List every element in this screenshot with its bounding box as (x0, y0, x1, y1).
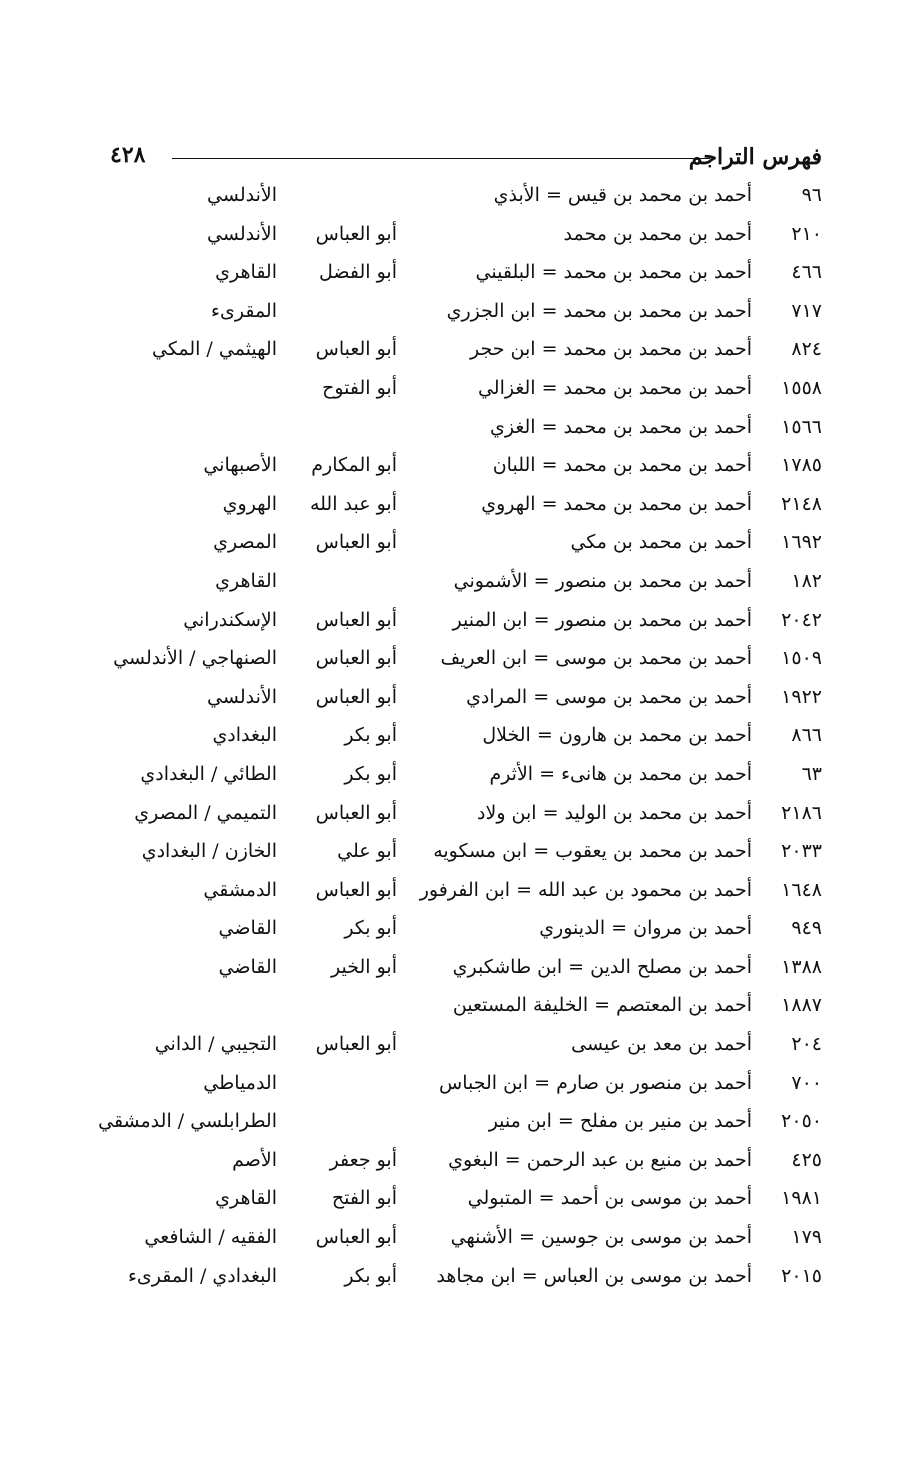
index-entry (100, 217, 822, 256)
index-entry (100, 1066, 822, 1105)
index-entry (100, 1259, 822, 1298)
header-rule (172, 158, 710, 159)
entry-number: ٢١٠ (791, 222, 822, 245)
entry-number: ٧٠٠ (791, 1071, 822, 1094)
entry-kunya: أبو العباس (315, 685, 397, 708)
entry-number: ٨٦٦ (791, 724, 822, 747)
index-entry (100, 1181, 822, 1220)
index-entry (100, 410, 822, 449)
entry-kunya: أبو بكر (344, 917, 397, 940)
entry-number: ١٧٨٥ (781, 454, 822, 477)
entry-number: ١٨٨٧ (781, 994, 822, 1017)
index-entry (100, 757, 822, 796)
entry-name: أحمد بن محمد بن موسى = المرادي (466, 685, 752, 708)
entry-name: أحمد بن محمد بن محمد = البلقيني (475, 261, 752, 284)
index-entry (100, 603, 822, 642)
index-entry (100, 680, 822, 719)
entry-number: ١٦٩٢ (781, 531, 822, 554)
entry-kunya: أبو عبد الله (309, 492, 397, 515)
index-entry (100, 1220, 822, 1259)
entry-nisba: الأندلسي (207, 184, 277, 206)
entry-nisba: الأندلسي (207, 685, 277, 708)
entry-number: ١٥٥٨ (781, 376, 822, 399)
entry-nisba: الدمشقي (203, 878, 277, 901)
entry-kunya: أبو العباس (315, 222, 397, 245)
entry-name: أحمد بن منصور بن صارم = ابن الجباس (439, 1071, 752, 1094)
entry-number: ٧١٧ (791, 299, 822, 322)
entry-name: أحمد بن موسى بن العباس = ابن مجاهد (436, 1264, 752, 1287)
index-entry (100, 796, 822, 835)
entry-name: أحمد بن محمد بن مكي (570, 531, 752, 554)
entry-nisba: البغدادي / المقرىء (128, 1264, 277, 1287)
index-entry (100, 448, 822, 487)
entry-name: أحمد بن محمود بن عبد الله = ابن الفرفور (419, 878, 752, 901)
index-entry (100, 911, 822, 950)
entry-name: أحمد بن محمد بن محمد = الغزالي (477, 376, 752, 399)
index-entry (100, 1027, 822, 1066)
entry-kunya: أبو جعفر (329, 1148, 397, 1171)
entry-kunya: أبو المكارم (311, 454, 397, 477)
entry-number: ١٧٩ (791, 1226, 822, 1249)
entry-name: أحمد بن المعتصم = الخليفة المستعين (452, 994, 752, 1017)
entry-number: ١٩٨١ (781, 1187, 822, 1210)
entry-nisba: القاضي (218, 955, 277, 978)
entry-kunya: أبو بكر (344, 1264, 397, 1287)
entry-number: ٢٠٣٣ (781, 840, 822, 863)
entry-kunya: أبو العباس (315, 1033, 397, 1056)
entry-name: أحمد بن محمد بن منصور = ابن المنير (452, 608, 752, 631)
entry-name: أحمد بن محمد بن هانىء = الأثرم (489, 762, 752, 785)
entry-kunya: أبو بكر (344, 724, 397, 747)
entry-nisba: المصري (213, 531, 277, 554)
entry-kunya: أبو العباس (315, 608, 397, 631)
entry-name: أحمد بن مصلح الدين = ابن طاشكبري (452, 955, 752, 978)
entry-nisba: الخازن / البغدادي (141, 840, 277, 863)
entry-nisba: البغدادي (212, 724, 277, 747)
entry-number: ٦٣ (801, 762, 822, 785)
index-entry (100, 1104, 822, 1143)
entry-name: أحمد بن محمد بن محمد = الغزي (489, 415, 752, 438)
entry-name: أحمد بن موسى بن أحمد = المتبولي (467, 1187, 752, 1210)
entry-kunya: أبو العباس (315, 531, 397, 554)
entry-number: ٢٠٤٢ (781, 608, 822, 631)
index-entry (100, 525, 822, 564)
entry-name: أحمد بن محمد بن محمد = اللبان (492, 454, 752, 477)
entry-nisba: القاضي (218, 917, 277, 940)
entry-kunya: أبو العباس (315, 878, 397, 901)
entry-kunya: أبو العباس (315, 801, 397, 824)
entry-nisba: الفقيه / الشافعي (144, 1226, 277, 1249)
index-entry (100, 255, 822, 294)
index-entry (100, 1143, 822, 1182)
index-entry (100, 834, 822, 873)
entry-kunya: أبو العباس (315, 1226, 397, 1249)
entry-name: أحمد بن محمد بن هارون = الخلال (482, 724, 752, 747)
entry-number: ٤٢٥ (791, 1148, 822, 1171)
index-entry (100, 641, 822, 680)
entry-nisba: الهروي (222, 492, 277, 515)
entry-kunya: أبو الخير (331, 955, 397, 978)
entry-kunya: أبو الفتح (331, 1187, 397, 1210)
entry-number: ٩٦ (801, 184, 822, 206)
entry-nisba: الطرابلسي / الدمشقي (98, 1110, 277, 1133)
entry-nisba: الأصبهاني (203, 454, 277, 477)
entry-nisba: القاهري (215, 569, 277, 592)
entry-kunya: أبو بكر (344, 762, 397, 785)
entry-number: ٢٠٤ (791, 1033, 822, 1056)
entry-name: أحمد بن مروان = الدينوري (539, 917, 752, 940)
entry-number: ٢٠٥٠ (781, 1110, 822, 1133)
entry-number: ١٥٠٩ (781, 647, 822, 670)
entry-number: ٢٠١٥ (781, 1264, 822, 1287)
index-entry (100, 294, 822, 333)
index-entry (100, 564, 822, 603)
entry-nisba: الأصم (232, 1148, 277, 1171)
entry-kunya: أبو علي (337, 840, 397, 863)
index-entry (100, 873, 822, 912)
entry-nisba: القاهري (215, 1187, 277, 1210)
entry-number: ٩٤٩ (791, 917, 822, 940)
entry-nisba: المقرىء (211, 299, 277, 322)
entry-name: أحمد بن محمد بن محمد = ابن الجزري (446, 299, 752, 322)
entry-name: أحمد بن منير بن مفلح = ابن منير (488, 1110, 752, 1133)
index-entry (100, 988, 822, 1027)
entry-name: أحمد بن محمد بن قيس = الأبذي (493, 184, 752, 206)
page-number: ٤٢٨ (110, 142, 146, 168)
entry-nisba: الدمياطي (203, 1071, 277, 1094)
entry-name: أحمد بن محمد بن محمد (563, 222, 752, 245)
entry-number: ١٣٨٨ (781, 955, 822, 978)
entry-name: أحمد بن موسى بن جوسين = الأشنهي (450, 1226, 752, 1249)
entry-nisba: الإسكندراني (183, 608, 277, 631)
entry-nisba: الصنهاجي / الأندلسي (113, 647, 277, 670)
entry-name: أحمد بن منيع بن عبد الرحمن = البغوي (448, 1148, 752, 1171)
entry-name: أحمد بن محمد بن محمد = الهروي (481, 492, 752, 515)
entry-nisba: الأندلسي (207, 222, 277, 245)
entry-name: أحمد بن محمد بن الوليد = ابن ولاد (477, 801, 752, 824)
entry-nisba: التجيبي / الداني (154, 1033, 277, 1056)
entry-kunya: أبو العباس (315, 647, 397, 670)
entry-name: أحمد بن محمد بن منصور = الأشموني (453, 569, 752, 592)
entry-number: ١٦٤٨ (781, 878, 822, 901)
entry-kunya: أبو الفتوح (322, 376, 397, 399)
index-entry (100, 950, 822, 989)
entry-name: أحمد بن محمد بن موسى = ابن العريف (440, 647, 752, 670)
entry-nisba: القاهري (215, 261, 277, 284)
index-entry (100, 487, 822, 526)
entry-name: أحمد بن محمد بن محمد = ابن حجر (469, 338, 752, 361)
index-entry (100, 371, 822, 410)
entry-kunya: أبو الفضل (319, 261, 397, 284)
entry-number: ٢١٤٨ (781, 492, 822, 515)
entry-number: ١٥٦٦ (781, 415, 822, 438)
entry-kunya: أبو العباس (315, 338, 397, 361)
entry-name: أحمد بن معد بن عيسى (571, 1033, 752, 1056)
entry-number: ٤٦٦ (791, 261, 822, 284)
index-entry (100, 718, 822, 757)
entry-number: ٨٢٤ (791, 338, 822, 361)
index-entries (100, 178, 822, 1297)
entry-nisba: الطائي / البغدادي (140, 762, 277, 785)
entry-nisba: الهيثمي / المكي (152, 338, 277, 361)
entry-name: أحمد بن محمد بن يعقوب = ابن مسكويه (433, 840, 752, 863)
entry-nisba: التميمي / المصري (134, 801, 277, 824)
index-entry (100, 332, 822, 371)
entry-number: ١٨٢ (791, 569, 822, 592)
entry-number: ١٩٢٢ (781, 685, 822, 708)
running-title: فهرس التراجم (688, 144, 822, 170)
index-entry (100, 178, 822, 217)
page-header (110, 140, 822, 180)
entry-number: ٢١٨٦ (781, 801, 822, 824)
